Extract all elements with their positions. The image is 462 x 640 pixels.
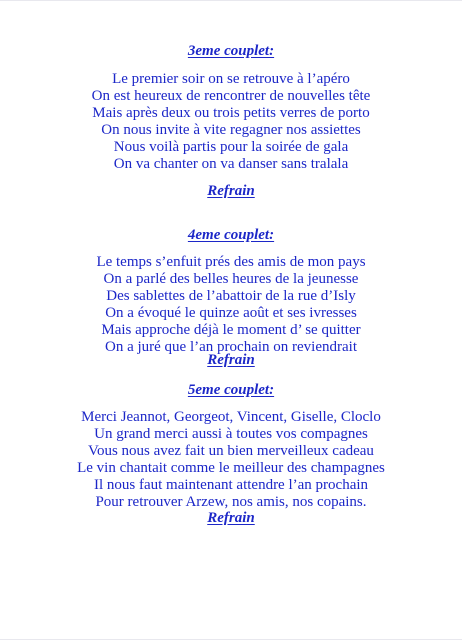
couplet-3-verse [0,71,462,173]
couplet-4-refrain: Refrain [207,352,255,368]
couplet-3-title: 3eme couplet: [187,43,275,59]
couplet-5-refrain: Refrain [207,510,255,526]
verse-line: Merci Jeannot, Georgeot, Vincent, Giselle, Cloclo [81,409,381,425]
verse-line: Le vin chantait comme le meilleur des champagnes [77,460,385,476]
couplet-4-title: 4eme couplet: [187,227,275,243]
verse-line: Mais approche déjà le moment d’ se quitter [101,322,361,338]
verse-line: Des sablettes de l’abattoir de la rue d’Isly [106,288,356,304]
verse-line: On a évoqué le quinze août et ses ivresses [105,305,357,321]
verse-line: Vous nous avez fait un bien merveilleux cadeau [88,443,374,459]
verse-line: Nous voilà partis pour la soirée de gala [113,139,349,155]
couplet-5-title: 5eme couplet: [187,382,275,398]
verse-line: Mais après deux ou trois petits verres de porto [92,105,370,121]
page-top-edge [0,0,462,1]
verse-line: On a parlé des belles heures de la jeunesse [103,271,359,287]
verse-line: Le temps s’enfuit prés des amis de mon pays [96,254,366,270]
verse-line: On a juré que l’an prochain on reviendrait [105,339,357,355]
couplet-5-verse [0,409,462,511]
verse-line: On est heureux de rencontrer de nouvelles tête [91,88,371,104]
couplet-3-refrain: Refrain [207,183,255,199]
couplet-4-verse [0,254,462,356]
verse-line: Pour retrouver Arzew, nos amis, nos copains. [95,494,367,510]
verse-line: Un grand merci aussi à toutes vos compagnes [94,426,368,442]
verse-line: On nous invite à vite regagner nos assiettes [101,122,361,138]
verse-line: Le premier soir on se retrouve à l’apéro [112,71,350,87]
verse-line: Il nous faut maintenant attendre l’an prochain [93,477,369,493]
verse-line: On va chanter on va danser sans tralala [113,156,349,172]
